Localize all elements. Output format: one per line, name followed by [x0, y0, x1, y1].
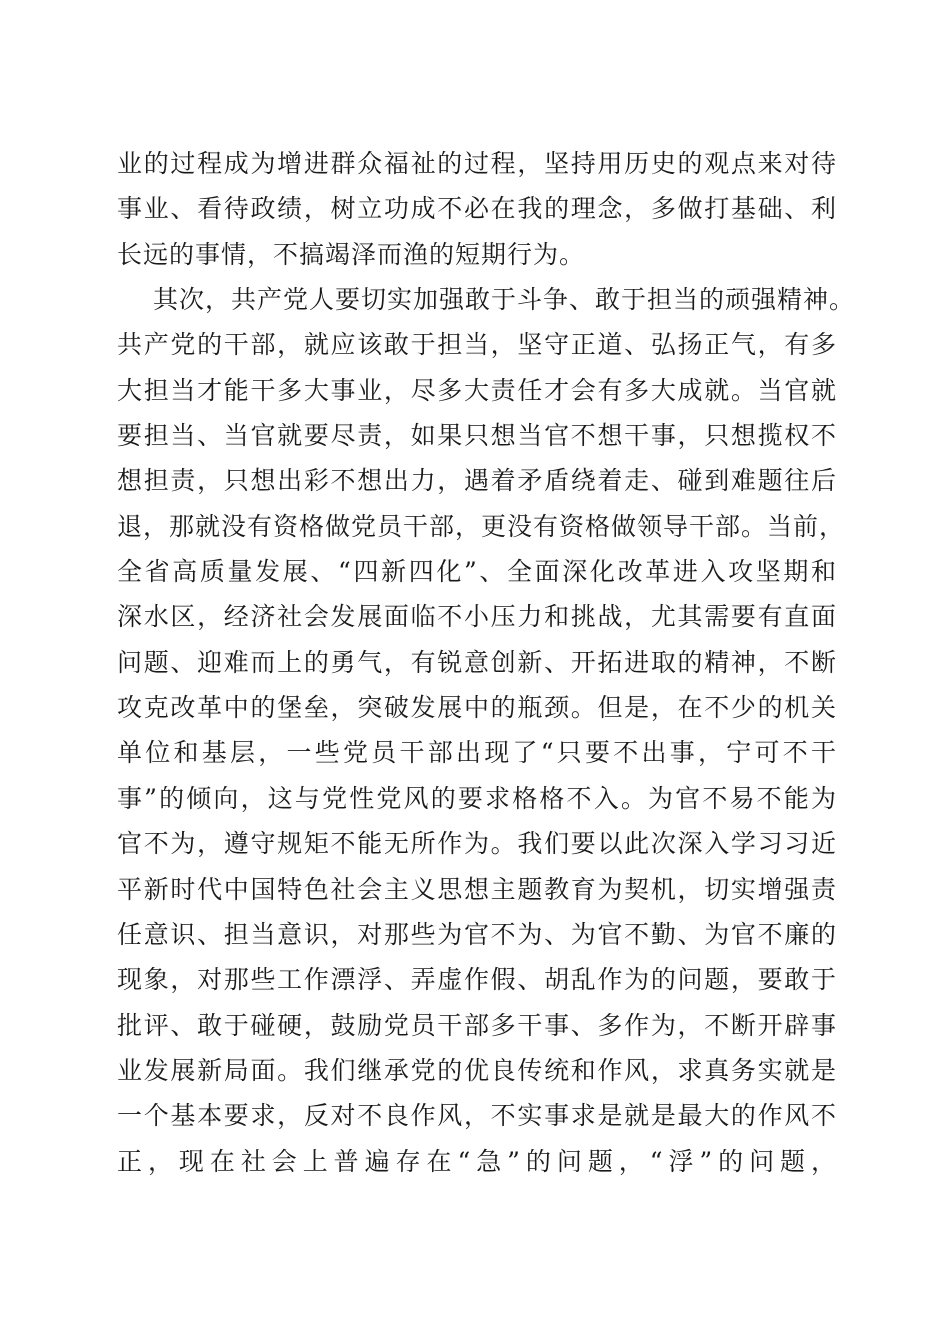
text-line: 共产党的干部，就应该敢于担当，坚守正道、弘扬正气，有多	[117, 330, 837, 360]
text-line: 大担当才能干多大事业，尽多大责任才会有多大成就。当官就	[117, 375, 837, 405]
text-line: 一个基本要求，反对不良作风，不实事求是就是最大的作风不	[117, 1101, 837, 1131]
text-line: 长远的事情，不搞竭泽而渔的短期行为。	[117, 239, 586, 269]
text-line: 深水区，经济社会发展面临不小压力和挑战，尤其需要有直面	[117, 602, 837, 632]
text-line: 事”的倾向，这与党性党风的要求格格不入。为官不易不能为	[117, 783, 837, 813]
text-line: 现象，对那些工作漂浮、弄虚作假、胡乱作为的问题，要敢于	[117, 965, 837, 995]
text-line: 攻克改革中的堡垒，突破发展中的瓶颈。但是，在不少的机关	[117, 693, 837, 723]
text-line: 官不为，遵守规矩不能无所作为。我们要以此次深入学习习近	[117, 829, 837, 859]
text-line: 想担责，只想出彩不想出力，遇着矛盾绕着走、碰到难题往后	[117, 466, 837, 496]
paragraph-first-line: 其次，共产党人要切实加强敢于斗争、敢于担当的顽强精神。	[153, 285, 856, 315]
text-line: 任意识、担当意识，对那些为官不为、为官不勤、为官不廉的	[117, 919, 837, 949]
text-line: 退，那就没有资格做党员干部，更没有资格做领导干部。当前，	[117, 511, 846, 541]
text-line: 平新时代中国特色社会主义思想主题教育为契机，切实增强责	[117, 874, 837, 904]
text-line: 单位和基层，一些党员干部出现了“只要不出事，宁可不干	[117, 738, 837, 768]
text-line: 业发展新局面。我们继承党的优良传统和作风，求真务实就是	[117, 1055, 837, 1085]
text-line: 批评、敢于碰硬，鼓励党员干部多干事、多作为，不断开辟事	[117, 1010, 837, 1040]
text-line: 业的过程成为增进群众福祉的过程，坚持用历史的观点来对待	[117, 149, 837, 178]
text-line: 事业、看待政绩，树立功成不必在我的理念，多做打基础、利	[117, 194, 837, 224]
text-line: 问题、迎难而上的勇气，有锐意创新、开拓进取的精神，不断	[117, 647, 837, 677]
text-line: 全省高质量发展、“四新四化”、全面深化改革进入攻坚期和	[117, 557, 837, 587]
body-text	[117, 141, 856, 1184]
text-line: 要担当、当官就要尽责，如果只想当官不想干事，只想揽权不	[117, 421, 837, 451]
text-line: 正，现在社会上普遍存在“急”的问题，“浮”的问题，	[117, 1146, 837, 1176]
